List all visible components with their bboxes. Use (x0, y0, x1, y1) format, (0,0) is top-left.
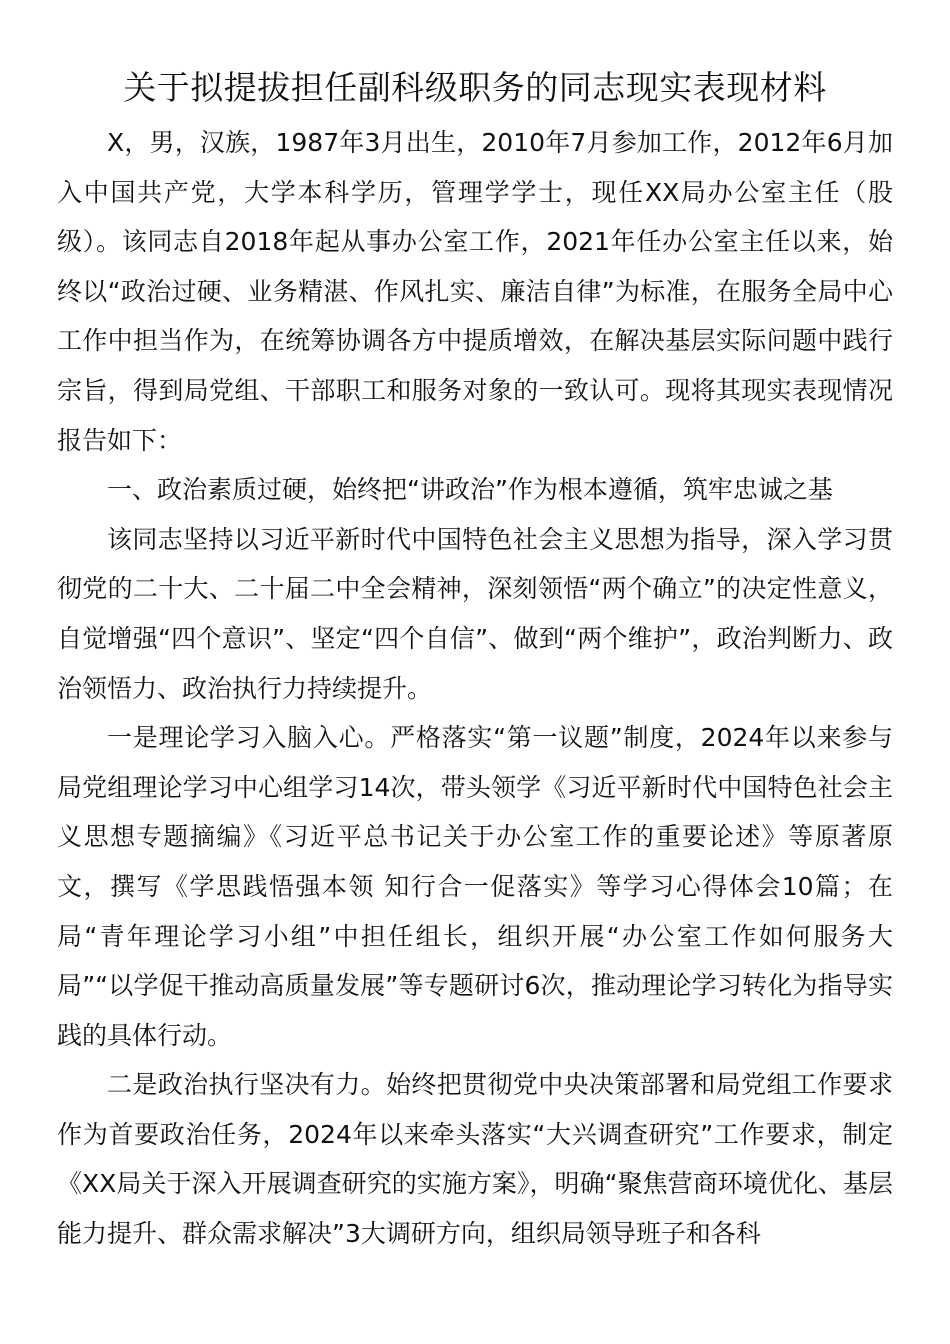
point-2-paragraph: 二是政治执行坚决有力。始终把贯彻党中央决策部署和局党组工作要求作为首要政治任务，2024年以来牵头落实“大兴调查研究”工作要求，制定《XX局关于深入开展调查研究的实施方案》，明确“聚焦营商环境优化、基层能力提升、群众需求解决”3大调研方向，组织局领导班子和各科 (57, 1070, 893, 1249)
document-title: 关于拟提拔担任副科级职务的同志现实表现材料 (123, 68, 827, 107)
section-1-heading: 一、政治素质过硬，始终把“讲政治”作为根本遵循，筑牢忠诚之基 (107, 475, 833, 505)
section-1-body: 该同志坚持以习近平新时代中国特色社会主义思想为指导，深入学习贯彻党的二十大、二十届二中全会精神，深刻领悟“两个确立”的决定性意义，自觉增强“四个意识”、坚定“四个自信”、做到“两个维护”，政治判断力、政治领悟力、政治执行力持续提升。 (57, 524, 893, 703)
intro-paragraph: X，男，汉族，1987年3月出生，2010年7月参加工作，2012年6月加入中国共产党，大学本科学历，管理学学士，现任XX局办公室主任（股级）。该同志自2018年起从事办公室工作，2021年任办公室主任以来，始终以“政治过硬、业务精湛、作风扎实、廉洁自律”为标准，在服务全局中心工作中担当作为，在统筹协调各方中提质增效，在解决基层实际问题中践行宗旨，得到局党组、干部职工和服务对象的一致认可。现将其现实表现情况报告如下： (57, 128, 893, 455)
point-1-paragraph: 一是理论学习入脑入心。严格落实“第一议题”制度，2024年以来参与局党组理论学习中心组学习14次，带头领学《习近平新时代中国特色社会主义思想专题摘编》《习近平总书记关于办公室工作的重要论述》等原著原文，撰写《学思践悟强本领 知行合一促落实》等学习心得体会10篇；在局“青年理论学习小组”中担任组长，组织开展“办公室工作如何服务大局”“以学促干推动高质量发展”等专题研讨6次，推动理论学习转化为指导实践的具体行动。 (57, 723, 893, 1050)
